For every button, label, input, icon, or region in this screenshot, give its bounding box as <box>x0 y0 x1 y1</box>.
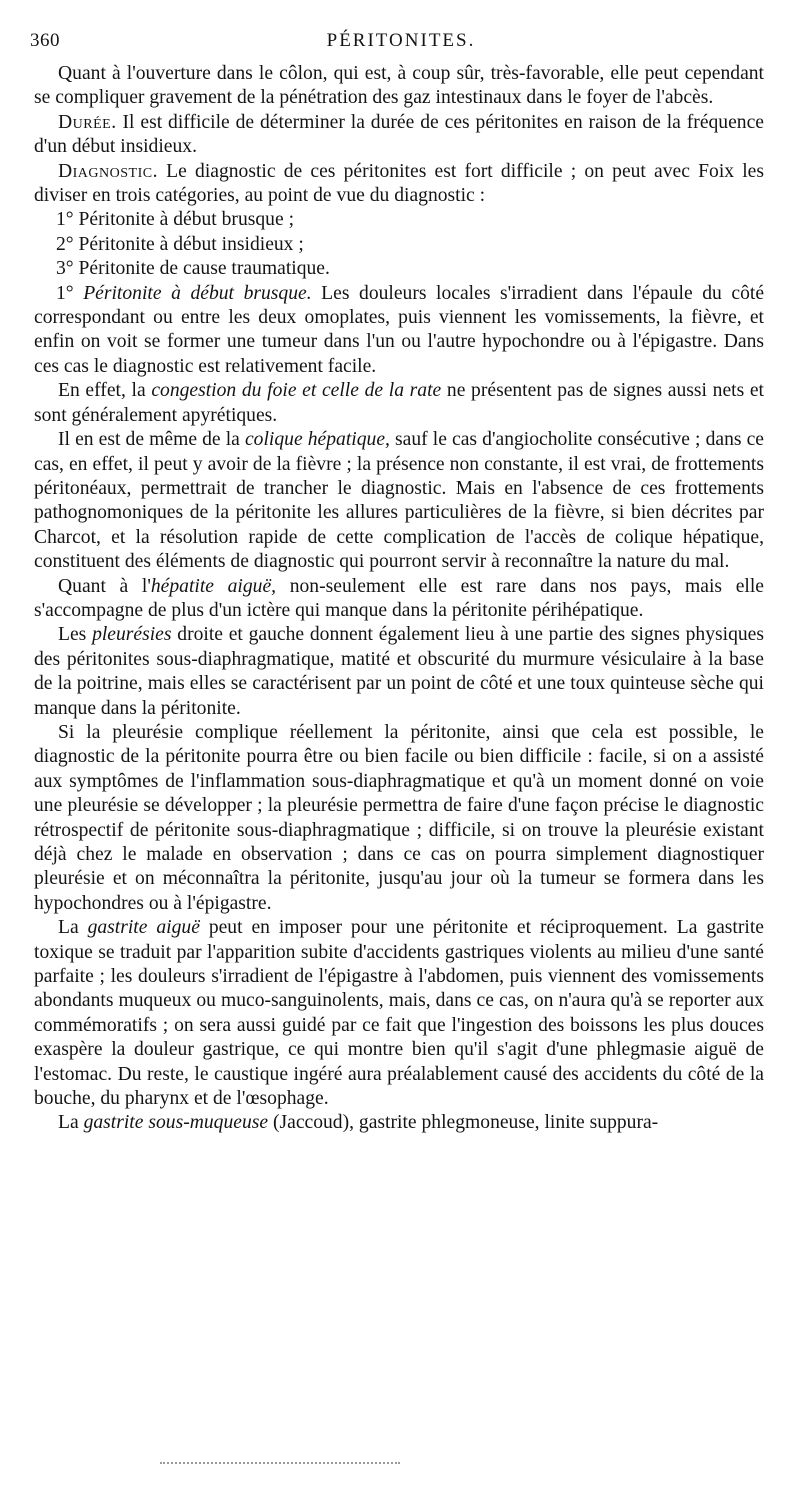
italic-term: gastrite aiguë <box>87 917 200 939</box>
paragraph-prefix: Il en est de même de la <box>58 429 245 451</box>
paragraph-gastrite-aigue <box>34 916 764 1111</box>
page-number: 360 <box>30 30 60 51</box>
paragraph-colique-hepatique <box>34 428 764 574</box>
paragraph-prefix: 1° <box>56 282 84 304</box>
paragraph-prefix: La <box>58 917 88 939</box>
paragraph-text: peut en imposer pour une péritonite et réciproquement. La gastrite toxique se traduit par l'apparition subite d'accidents gastriques violents au milieu d'une santé parfaite ; les douleurs s'irradient de l'épigastre à l'abdomen, puis viennent des vomissements abondants muqueux ou muco-sanguinolents, mais, dans ce cas, on n'aura qu'à se reporter aux commémoratifs ; on sera aussi guidé par ce fait que l'ingestion des boissons les plus douces exaspère la douleur gastrique, ce qui montre bien qu'il s'agit d'une phlegmasie aiguë de l'estomac. Du reste, le caustique ingéré aura préalablement causé des accidents du côté de la bouche, du pharynx et de l'œsophage. <box>34 917 764 1110</box>
paragraph-debut-brusque <box>34 282 764 380</box>
paragraph-hepatite <box>34 575 764 624</box>
paragraph-duree <box>34 111 764 160</box>
paragraph-pleuresie-complique <box>34 721 764 916</box>
paragraph-text: ne présentent pas de signes aussi nets et sont généralement apyrétiques. <box>34 380 765 426</box>
italic-term: colique hépatique, <box>244 429 390 451</box>
list-item-category-2 <box>34 233 764 257</box>
scan-footer-artifact <box>160 1462 400 1467</box>
italic-term: hépatite aiguë, <box>150 575 277 597</box>
list-item-category-1 <box>34 208 764 232</box>
page-header <box>30 30 772 56</box>
paragraph-text: sauf le cas d'angiocholite consécutive ; dans ce cas, en effet, il peut y avoir de la fièvre ; la présence non constante, il est vrai, de frottements péritonéaux, permettrait de trancher le diagnostic. Mais en l'absence de ces frottements pathognomoniques de la péritonite les allures particulières de la fièvre, si bien décrites par Charcot, et la résolution rapide de cette complication de l'accès de colique hépatique, constituent des éléments de diagnostic qui pourront servir à reconnaître la nature du mal. <box>34 429 765 573</box>
running-title: PÉRITONITES. <box>326 30 476 51</box>
section-lead-duree: Durée. <box>58 111 117 133</box>
paragraph-prefix: La <box>58 1112 84 1134</box>
italic-term: Péritonite à début brusque. <box>83 282 312 304</box>
italic-term: congestion du foie et celle de la rate <box>151 380 442 402</box>
paragraph-text: non-seulement elle est rare dans nos pays, mais elle s'accompagne de plus d'un ictère qui manque dans la péritonite périhépatique. <box>34 575 764 621</box>
paragraph-colon-opening <box>34 62 764 111</box>
section-lead-diagnostic: Diagnostic. <box>58 160 158 182</box>
paragraph-text: Quant à l'ouverture dans le côlon, qui est, à coup sûr, très-favorable, elle peut cependant se compliquer gravement de la pénétration des gaz intestinaux dans le foyer de l'abcès. <box>34 63 764 109</box>
paragraph-text: Il est difficile de déterminer la durée de ces péritonites en raison de la fréquence d'un début insidieux. <box>34 111 764 158</box>
paragraph-text: Les douleurs locales s'irradient dans l'épaule du côté correspondant ou entre les deux omoplates, puis viennent les vomissements, la fièvre, et enfin on voit se former une tumeur dans l'un ou l'autre hypochondre ou à l'épigastre. Dans ces cas le diagnostic est relativement facile. <box>34 282 765 377</box>
paragraph-text: (Jaccoud), gastrite phlegmoneuse, linite suppura- <box>268 1112 659 1134</box>
paragraph-text: Si la pleurésie complique réellement la péritonite, ainsi que cela est possible, le diagnostic de la péritonite pourra être ou bien facile ou bien difficile : facile, si on a assisté aux symptômes de l'inflammation sous-diaphragmatique et qu'à un moment donné on voie une pleurésie se développer ; la pleurésie permettra de faire d'une façon précise le diagnostic rétrospectif de péritonite sous-diaphragmatique ; difficile, si on trouve la pleurésie existant déjà chez le malade en observation ; dans ce cas on pourra simplement diagnostiquer pleurésie et on méconnaîtra la péritonite, jusqu'au jour où la tumeur se formera dans les hypochondres ou à l'épigastre. <box>34 721 764 914</box>
paragraph-text: droite et gauche donnent également lieu à une partie des signes physiques des péritonites sous-diaphragmatique, matité et obscurité du murmure vésiculaire à la base de la poitrine, mais elles se caractérisent par un point de côté et une toux quinteuse sèche qui manque dans la péritonite. <box>34 624 765 719</box>
italic-term: pleurésies <box>92 624 172 646</box>
list-item-text: 2° Péritonite à début insidieux ; <box>56 233 304 255</box>
paragraph-text: Le diagnostic de ces péritonites est fort difficile ; on peut avec Foix les diviser en trois catégories, au point de vue du diagnostic : <box>34 160 764 207</box>
page-body <box>34 62 764 1136</box>
paragraph-prefix: Les <box>58 624 93 646</box>
paragraph-prefix: En effet, la <box>58 380 152 402</box>
paragraph-prefix: Quant à l' <box>58 575 151 597</box>
list-item-text: 1° Péritonite à début brusque ; <box>56 209 295 231</box>
list-item-text: 3° Péritonite de cause traumatique. <box>56 258 330 280</box>
italic-term: gastrite sous-muqueuse <box>83 1112 269 1134</box>
paragraph-gastrite-sous-muqueuse <box>34 1111 764 1135</box>
paragraph-diagnostic <box>34 160 764 209</box>
paragraph-congestion <box>34 379 764 428</box>
list-item-category-3 <box>34 257 764 281</box>
paragraph-pleuresies <box>34 623 764 721</box>
